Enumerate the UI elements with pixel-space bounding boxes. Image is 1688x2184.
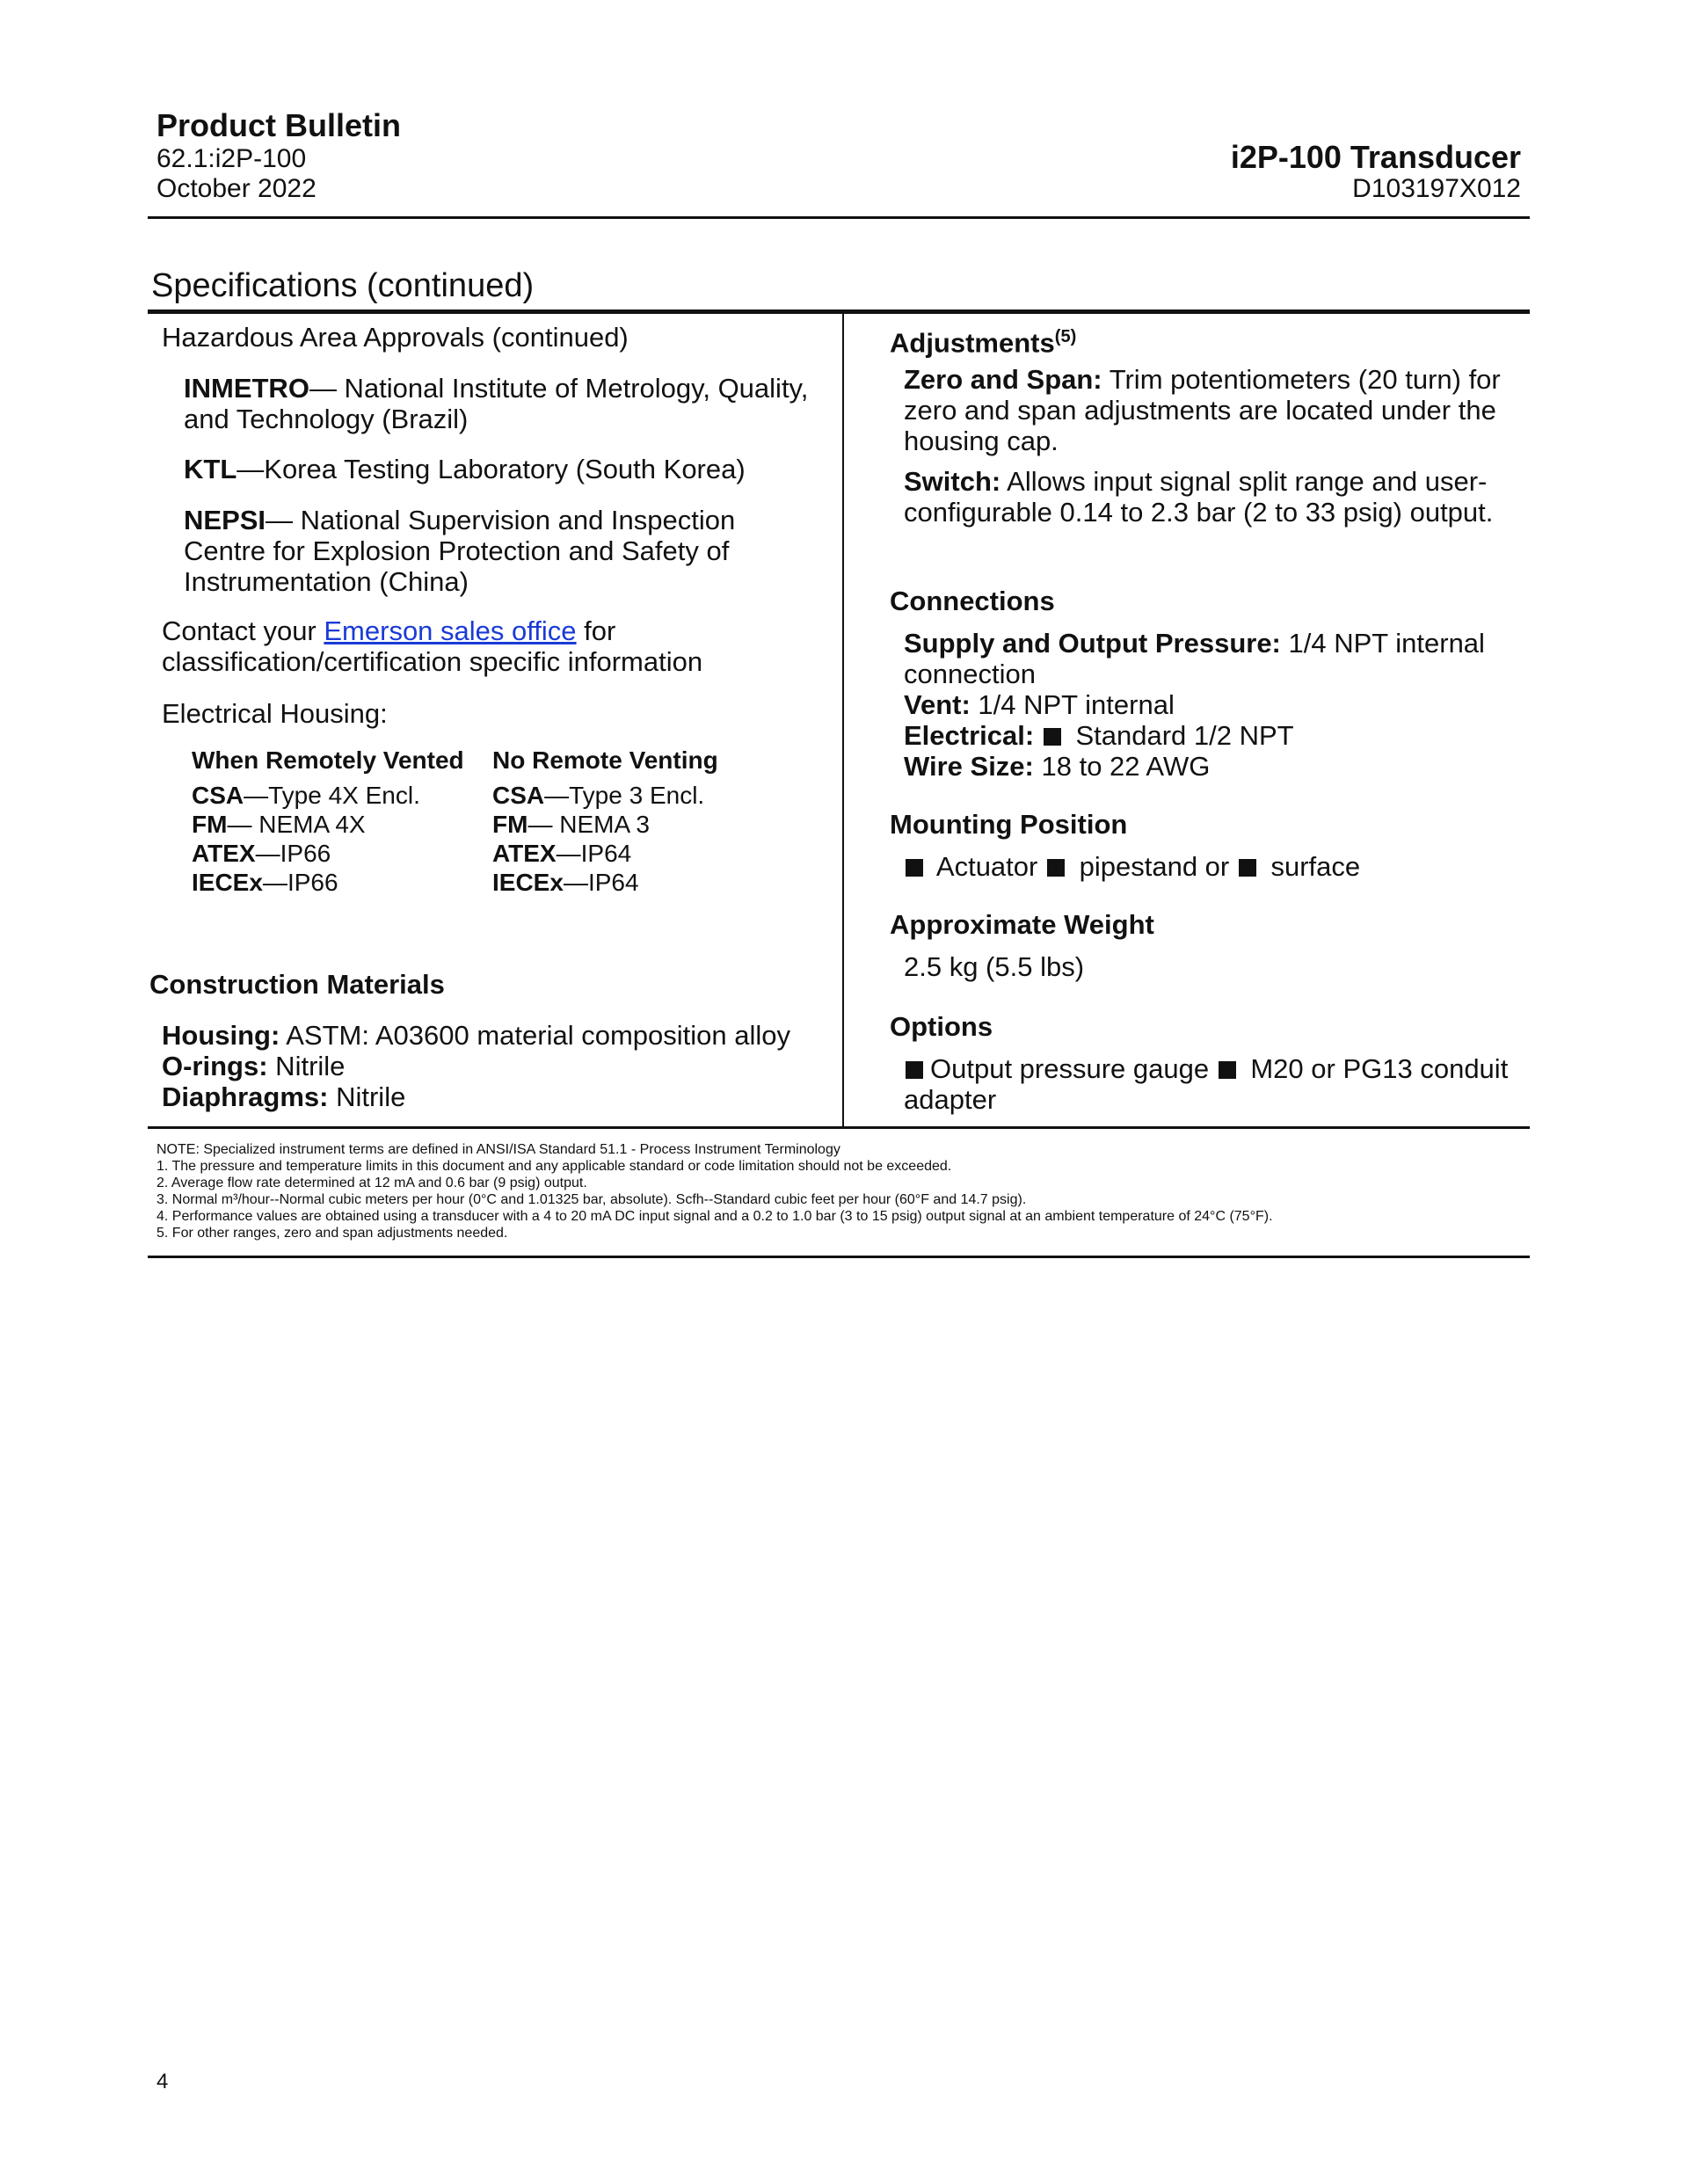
zero-span-paragraph: Zero and Span: Trim potentiometers (20 turn) for zero and span adjustments are located under the housing cap. bbox=[904, 364, 1501, 456]
checkbox-square-icon bbox=[906, 859, 923, 877]
vent-connection: Vent: 1/4 NPT internal bbox=[904, 689, 1175, 720]
footnote-line: NOTE: Specialized instrument terms are defined in ANSI/ISA Standard 51.1 - Process Instrument Terminology bbox=[156, 1142, 840, 1157]
nepsi-text: — National Supervision and Inspection Centre for Explosion Protection and Safety of Instrumentation (China) bbox=[184, 505, 736, 597]
housing-cell: CSA—Type 4X Encl. bbox=[192, 782, 420, 809]
checkbox-square-icon bbox=[1047, 859, 1065, 877]
section-title: Specifications (continued) bbox=[151, 267, 535, 304]
housing-col-header-no-venting: No Remote Venting bbox=[492, 746, 718, 774]
section-divider bbox=[148, 309, 1530, 314]
adjustments-heading: Adjustments$^{(5)}$ bbox=[890, 327, 1077, 359]
inmetro-text: — National Institute of Metrology, Quality, and Technology (Brazil) bbox=[184, 373, 809, 434]
supply-output-pressure: Supply and Output Pressure: 1/4 NPT internal connection bbox=[904, 628, 1485, 689]
housing-cell: FM— NEMA 3 bbox=[492, 811, 650, 838]
product-title: i2P-100 Transducer bbox=[1230, 139, 1521, 175]
contact-suffix: for classification/certification specific information bbox=[162, 615, 703, 677]
wire-size: Wire Size: 18 to 22 AWG bbox=[904, 751, 1211, 782]
connections-heading: Connections bbox=[890, 586, 1055, 616]
housing-cell: FM— NEMA 4X bbox=[192, 811, 366, 838]
footnote-line: 4. Performance values are obtained using a transducer with a 4 to 20 mA DC input signal and a 0.2 to 1.0 bar (3 to 15 psig) output signal at an ambient temperature of 24°C (75°F). bbox=[156, 1209, 1273, 1224]
electrical-connection: Electrical: Standard 1/2 NPT bbox=[904, 720, 1294, 751]
emerson-sales-office-link[interactable]: Emerson sales office bbox=[324, 615, 577, 646]
ktl-text: —Korea Testing Laboratory (South Korea) bbox=[236, 454, 746, 484]
page-number: 4 bbox=[156, 2070, 169, 2093]
footnote-line: 5. For other ranges, zero and span adjustments needed. bbox=[156, 1226, 508, 1241]
construction-diaphragms: Diaphragms: Nitrile bbox=[162, 1081, 406, 1112]
footnote-line: 3. Normal m³/hour--Normal cubic meters per hour (0°C and 1.01325 bar, absolute). Scfh--Standard cubic feet per hour (60°F and 14.7 psig). bbox=[156, 1192, 1027, 1207]
footnote-line: 2. Average flow rate determined at 12 mA and 0.6 bar (9 psig) output. bbox=[156, 1176, 587, 1190]
contact-paragraph bbox=[162, 615, 812, 677]
column-divider bbox=[842, 314, 844, 1126]
mounting-options: Actuator pipestand or surface bbox=[904, 851, 1510, 882]
switch-paragraph: Switch: Allows input signal split range and user-configurable 0.14 to 2.3 bar (2 to 33 psig) output. bbox=[904, 466, 1494, 528]
options-list: Output pressure gauge M20 or PG13 conduit adapter bbox=[904, 1053, 1509, 1115]
approximate-weight-value: 2.5 kg (5.5 lbs) bbox=[904, 951, 1085, 982]
housing-cell: ATEX—IP66 bbox=[192, 840, 331, 867]
approximate-weight-heading: Approximate Weight bbox=[890, 909, 1154, 940]
checkbox-square-icon bbox=[906, 1061, 923, 1079]
inmetro-label: INMETRO bbox=[184, 373, 309, 404]
electrical-housing-heading: Electrical Housing: bbox=[162, 698, 388, 729]
checkbox-square-icon bbox=[1219, 1061, 1236, 1079]
checkbox-square-icon bbox=[1044, 728, 1061, 746]
housing-col-header-vented: When Remotely Vented bbox=[192, 746, 464, 774]
mounting-position-heading: Mounting Position bbox=[890, 809, 1128, 840]
checkbox-square-icon bbox=[1239, 859, 1256, 877]
ktl-label: KTL bbox=[184, 454, 237, 484]
nepsi-entry bbox=[184, 505, 817, 597]
bulletin-number: 62.1:i2P-100 bbox=[156, 144, 307, 173]
construction-housing: Housing: ASTM: A03600 material composition alloy bbox=[162, 1020, 790, 1051]
hazardous-approvals-heading: Hazardous Area Approvals (continued) bbox=[162, 322, 629, 353]
ktl-entry bbox=[184, 454, 817, 484]
notes-bottom-divider bbox=[148, 1256, 1530, 1258]
document-number: D103197X012 bbox=[1352, 174, 1521, 203]
housing-cell: ATEX—IP64 bbox=[492, 840, 632, 867]
nepsi-label: NEPSI bbox=[184, 505, 266, 535]
housing-cell: IECEx—IP66 bbox=[192, 869, 338, 896]
footnote-ref: (5) bbox=[1054, 327, 1077, 346]
options-heading: Options bbox=[890, 1011, 993, 1042]
header-divider bbox=[148, 216, 1530, 219]
table-bottom-divider bbox=[148, 1126, 1530, 1129]
construction-materials-heading: Construction Materials bbox=[149, 969, 445, 1000]
bulletin-date: October 2022 bbox=[156, 174, 316, 203]
contact-prefix: Contact your bbox=[162, 615, 324, 646]
footnote-line: 1. The pressure and temperature limits in this document and any applicable standard or code limitation should not be exceeded. bbox=[156, 1159, 952, 1174]
inmetro-entry bbox=[184, 373, 817, 434]
footnotes bbox=[156, 1141, 1528, 1241]
construction-orings: O-rings: Nitrile bbox=[162, 1051, 346, 1081]
housing-cell: CSA—Type 3 Encl. bbox=[492, 782, 705, 809]
bulletin-type: Product Bulletin bbox=[156, 107, 401, 143]
housing-cell: IECEx—IP64 bbox=[492, 869, 639, 896]
